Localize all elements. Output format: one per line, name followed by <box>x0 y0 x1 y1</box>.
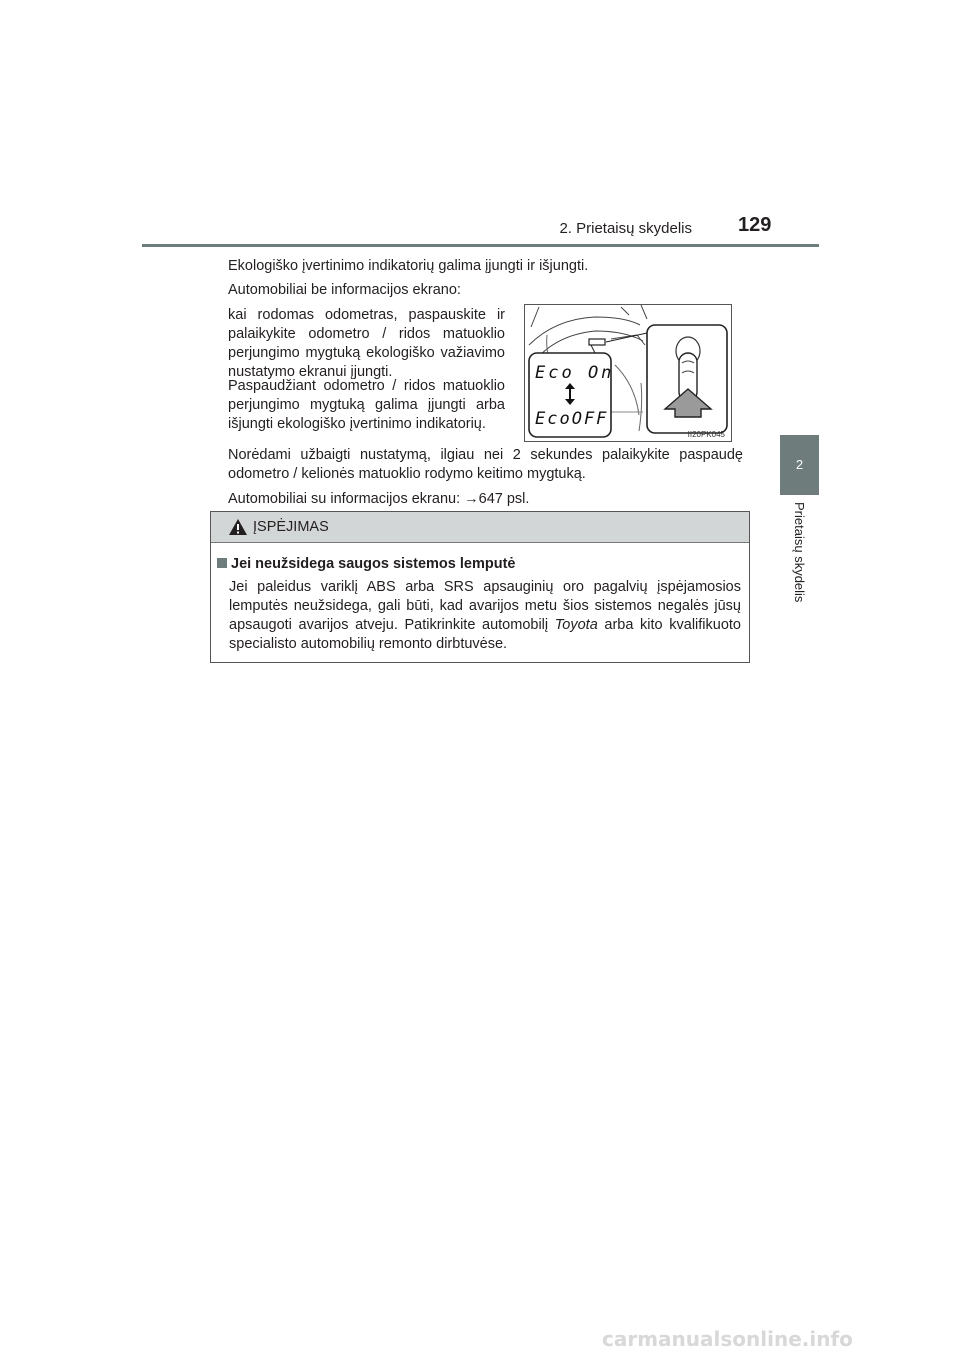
intro-paragraph: Ekologiško įvertinimo indikatorių galima įjungti ir išjungti. <box>228 258 589 274</box>
page-reference-link[interactable]: 647 psl. <box>478 491 530 507</box>
eco-off-readout: EcoOFF <box>535 409 609 429</box>
warning-subtitle-text: Jei neužsidega saugos sistemos lemputė <box>231 556 516 572</box>
without-display-heading: Automobiliai be informacijos ekrano: <box>228 282 461 298</box>
warning-text <box>229 578 741 654</box>
watermark: carmanualsonline.info <box>602 1327 853 1351</box>
finish-instruction: Norėdami užbaigti nustatymą, ilgiau nei 2 sekundes palaikykite paspaudę odometro / kelionės matuoklio rodymo keitimo mygtuką. <box>228 447 743 482</box>
toggle-instruction: Paspaudžiant odometro / ridos matuoklio perjungimo mygtuką galima įjungti arba išjungti ekologiško įvertinimo indikatorių. <box>228 378 505 432</box>
warning-title: ĮSPĖJIMAS <box>253 519 329 535</box>
warning-triangle-icon <box>228 518 248 536</box>
with-display-reference <box>228 490 529 509</box>
warning-text-part1: Jei paleidus variklį ABS arba SRS apsauginių oro pagalvių įspėjamosios lemputės neužsidega, gali būti, kad avarijos metu šios sistemos negalės jūsų apsaugoti avarijos atveju. Patikrinkite automobilį <box>229 579 741 633</box>
chapter-tab-number: 2 <box>795 457 804 472</box>
page-number: 129 <box>738 214 772 236</box>
warning-box <box>210 511 750 663</box>
square-bullet-icon <box>217 558 227 568</box>
warning-header <box>211 512 749 543</box>
header-rule <box>142 244 819 247</box>
warning-subtitle <box>217 556 515 572</box>
eco-indicator-figure <box>524 304 732 442</box>
warning-brand: Toyota <box>554 617 598 633</box>
figure-code: II20PK045 <box>687 430 725 439</box>
without-display-instruction: kai rodomas odometras, paspauskite ir palaikykite odometro / ridos matuoklio perjungimo mygtuką ekologiško važiavimo nustatymo ekranui įjungti. <box>228 307 505 380</box>
chapter-tab <box>780 435 819 495</box>
eco-on-readout: Eco On <box>535 363 615 383</box>
reference-arrow: → <box>464 491 479 507</box>
warning-text-part2: arba kito kvalifikuoto specialisto automobilių remonto dirbtuvėse. <box>229 617 741 652</box>
chapter-tab-label: Prietaisų skydelis <box>792 502 807 603</box>
header-section-title: 2. Prietaisų skydelis <box>559 220 692 237</box>
with-display-label: Automobiliai su informacijos ekranu: <box>228 491 465 507</box>
